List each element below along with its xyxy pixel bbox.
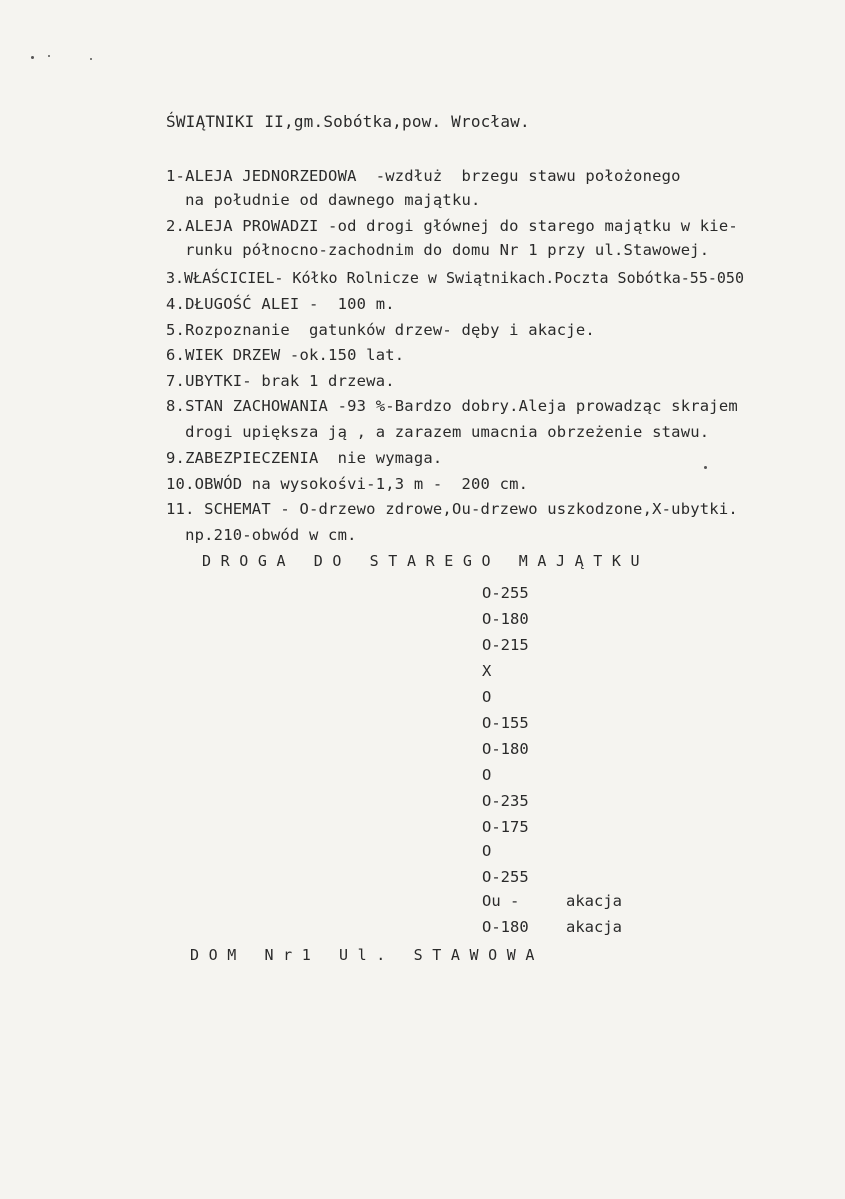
tree-entry: O	[482, 842, 492, 860]
item-7: 7.UBYTKI- brak 1 drzewa.	[166, 372, 395, 390]
road-label-bottom: DOM Nr1 Ul. STAWOWA	[190, 946, 544, 964]
tree-entry: O-175	[482, 818, 529, 836]
tree-entry: O-180	[482, 918, 529, 936]
tree-species-note: akacja	[566, 892, 622, 910]
tree-entry: O-235	[482, 792, 529, 810]
tree-entry: O	[482, 688, 492, 706]
item-8-line-1: 8.STAN ZACHOWANIA -93 %-Bardzo dobry.Aleja prowadząc skrajem	[166, 397, 738, 415]
item-10: 10.OBWÓD na wysokośvi-1,3 m - 200 cm.	[166, 475, 529, 493]
tree-entry: O-155	[482, 714, 529, 732]
tree-entry: X	[482, 662, 492, 680]
tree-species-note: akacja	[566, 918, 622, 936]
tree-entry: O-180	[482, 740, 529, 758]
item-2-line-1: 2.ALEJA PROWADZI -od drogi głównej do starego majątku w kie-	[166, 217, 738, 235]
ink-speck	[31, 56, 34, 59]
tree-entry: O-255	[482, 868, 529, 886]
item-11-line-1: 11. SCHEMAT - O-drzewo zdrowe,Ou-drzewo uszkodzone,X-ubytki.	[166, 500, 738, 518]
road-label-top: DROGA DO STAREGO MAJĄTKU	[202, 552, 650, 570]
ink-speck	[48, 55, 50, 57]
ink-speck	[90, 58, 92, 60]
item-3: 3.WŁAŚCICIEL- Kółko Rolnicze w Swiątnikach.Poczta Sobótka-55-050	[166, 269, 744, 287]
tree-entry: O-255	[482, 584, 529, 602]
tree-entry: Ou -	[482, 892, 520, 910]
item-8-line-2: drogi upiększa ją , a zarazem umacnia obrzeżenie stawu.	[166, 423, 710, 441]
item-9: 9.ZABEZPIECZENIA nie wymaga.	[166, 449, 443, 467]
item-5: 5.Rozpoznanie gatunków drzew- dęby i akacje.	[166, 321, 595, 339]
item-4: 4.DŁUGOŚĆ ALEI - 100 m.	[166, 295, 395, 313]
item-6: 6.WIEK DRZEW -ok.150 lat.	[166, 346, 405, 364]
item-11-line-2: np.210-obwód w cm.	[166, 526, 357, 544]
item-1-line-2: na południe od dawnego majątku.	[166, 191, 481, 209]
tree-entry: O-180	[482, 610, 529, 628]
item-1-line-1: 1-ALEJA JEDNORZEDOWA -wzdłuż brzegu stawu położonego	[166, 167, 681, 185]
document-title: ŚWIĄTNIKI II,gm.Sobótka,pow. Wrocław.	[166, 112, 530, 131]
ink-speck	[704, 466, 707, 469]
item-2-line-2: runku północno-zachodnim do domu Nr 1 przy ul.Stawowej.	[166, 241, 710, 259]
tree-entry: O	[482, 766, 492, 784]
tree-entry: O-215	[482, 636, 529, 654]
